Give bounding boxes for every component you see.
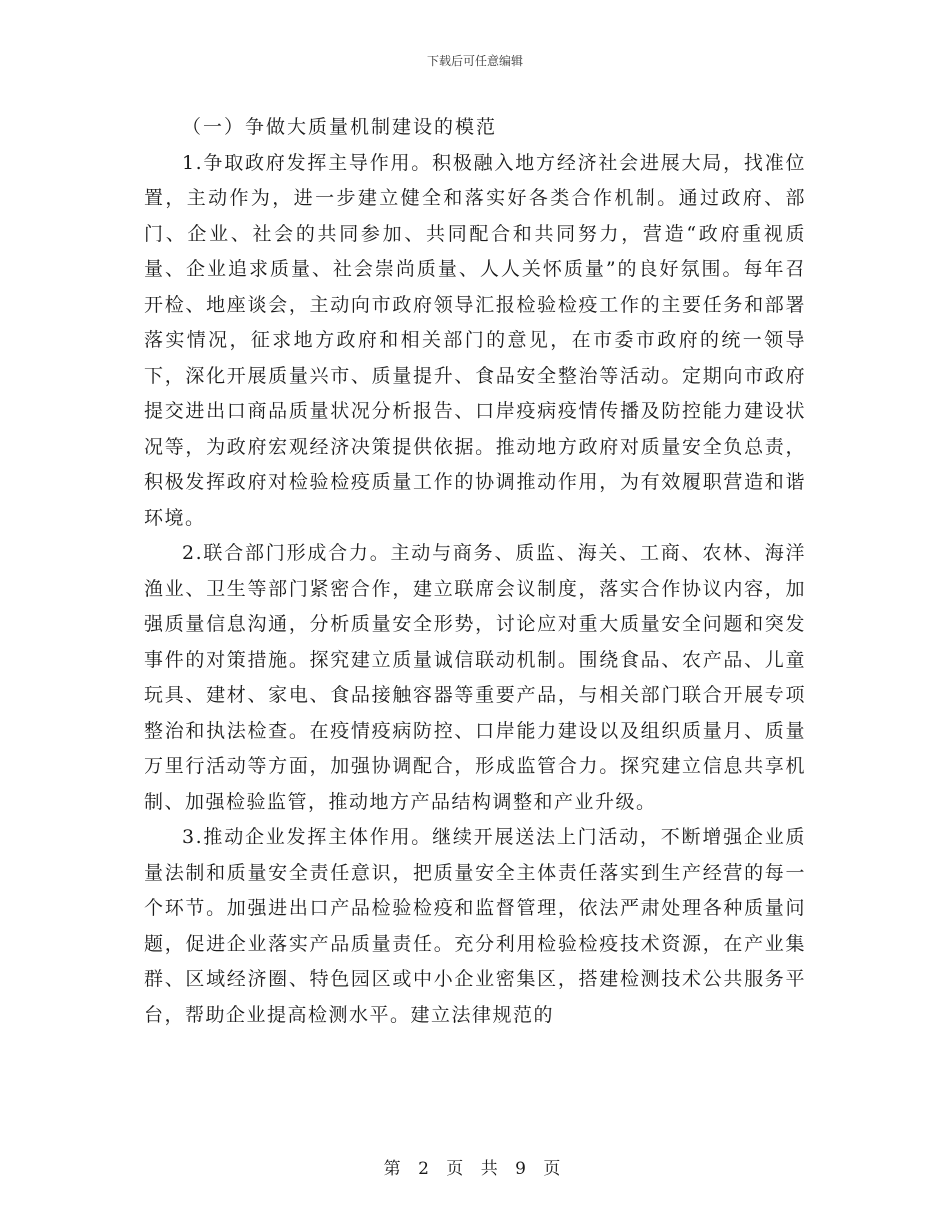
page-header: 下载后可任意编辑 [426,54,523,68]
paragraph-2: 2.联合部门形成合力。主动与商务、质监、海关、工商、农林、海洋渔业、卫生等部门紧密合作，建立联席会议制度，落实合作协议内容，加强质量信息沟通，分析质量安全形势，讨论应对重大质量安全问题和突发事件的对策措施。探究建立质量诚信联动机制。围绕食品、农产品、儿童玩具、建材、家电、食品接触容器等重要产品，与相关部门联合开展专项整治和执法检查。在疫情疫病防控、口岸能力建设以及组织质量月、质量万里行活动等方面，加强协调配合，形成监管合力。探究建立信息共享机制、加强检验监管，推动地方产品结构调整和产业升级。 [144,542,806,813]
section-heading: （一）争做大质量机制建设的模范 [182,116,498,138]
document-body [144,110,806,1033]
paragraph-1: 1.争取政府发挥主导作用。积极融入地方经济社会进展大局，找准位置，主动作为，进一步建立健全和落实好各类合作机制。通过政府、部门、企业、社会的共同参加、共同配合和共同努力，营造“政府重视质量、企业追求质量、社会崇尚质量、人人关怀质量”的良好氛围。每年召开检、地座谈会，主动向市政府领导汇报检验检疫工作的主要任务和部署落实情况，征求地方政府和相关部门的意见，在市委市政府的统一领导下，深化开展质量兴市、质量提升、食品安全整治等活动。定期向市政府提交进出口商品质量状况分析报告、口岸疫病疫情传播及防控能力建设状况等，为政府宏观经济决策提供依据。推动地方政府对质量安全负总责，积极发挥政府对检验检疫质量工作的协调推动作用，为有效履职营造和谐环境。 [144,151,806,529]
page-footer: 第 2 页 共 9 页 [383,1159,567,1179]
paragraph-3: 3.推动企业发挥主体作用。继续开展送法上门活动，不断增强企业质量法制和质量安全责任意识，把质量安全主体责任落实到生产经营的每一个环节。加强进出口产品检验检疫和监督管理，依法严肃处理各种质量问题，促进企业落实产品质量责任。充分利用检验检疫技术资源，在产业集群、区域经济圈、特色园区或中小企业密集区，搭建检测技术公共服务平台，帮助企业提高检测水平。建立法律规范的 [144,826,806,1026]
